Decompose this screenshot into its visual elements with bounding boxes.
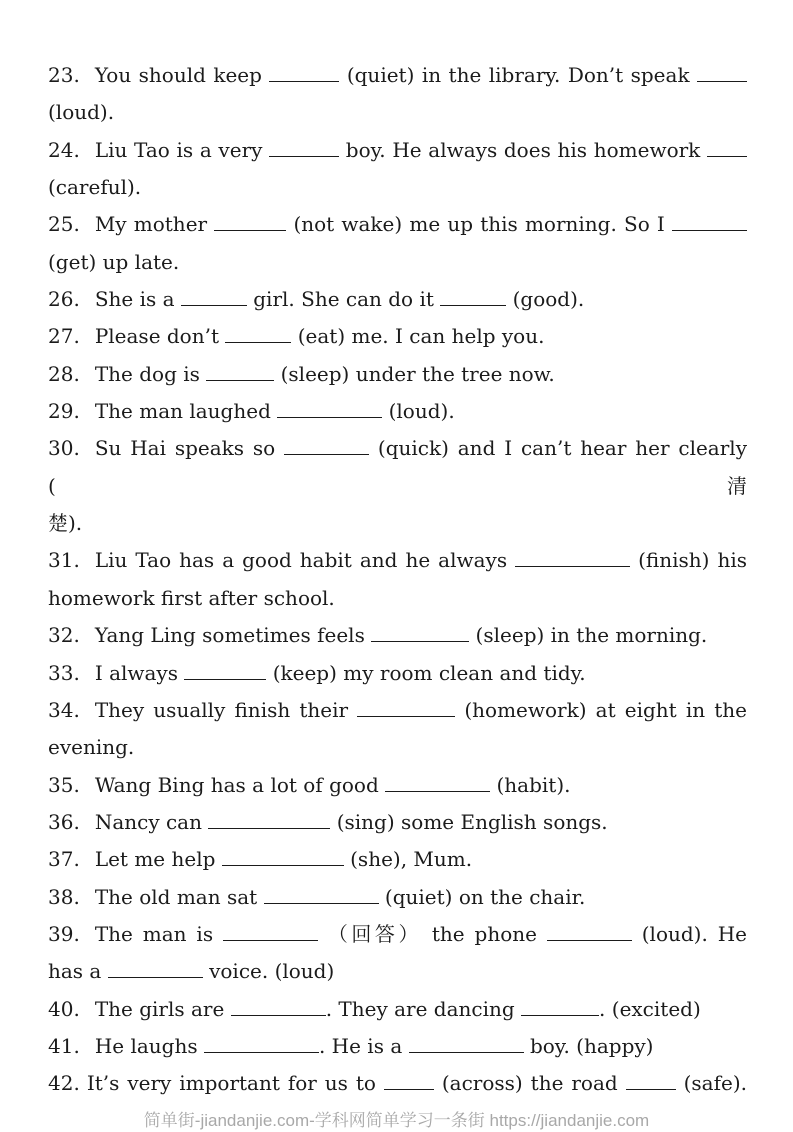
question-41: [48, 1028, 747, 1065]
answer-blank: [208, 808, 330, 829]
question-number: 40.: [48, 996, 80, 1021]
answer-blank: [284, 434, 369, 455]
question-27: [48, 318, 747, 355]
question-text: My mother: [94, 212, 215, 237]
question-text: She is a: [94, 287, 181, 312]
question-line: [48, 1028, 747, 1065]
question-text: . He is a: [318, 1033, 409, 1058]
question-28: [48, 356, 747, 393]
answer-blank: [672, 210, 747, 231]
question-line: [48, 542, 747, 579]
question-text: . They are dancing: [325, 996, 522, 1021]
answer-blank: [184, 659, 266, 680]
answer-blank: [204, 1032, 319, 1053]
question-line: [48, 617, 747, 654]
question-text: (sleep) in the morning.: [469, 623, 708, 648]
question-line: [48, 206, 747, 243]
question-40: [48, 991, 747, 1028]
answer-blank: [697, 61, 747, 82]
question-number: 28.: [48, 361, 80, 386]
question-text: (careful).: [48, 175, 142, 200]
question-text: Yang Ling sometimes feels: [94, 623, 372, 648]
question-number: 24.: [48, 137, 80, 162]
question-line: [48, 505, 747, 542]
question-line: [48, 356, 747, 393]
question-line: [48, 1065, 747, 1102]
question-31: [48, 542, 747, 617]
question-text: He laughs: [94, 1033, 204, 1058]
question-text: . (excited): [599, 996, 701, 1021]
question-text: Let me help: [94, 847, 222, 872]
question-line: [48, 767, 747, 804]
question-text: (safe).: [675, 1071, 747, 1096]
question-number: 41.: [48, 1033, 80, 1058]
question-text: (sing) some English songs.: [330, 809, 608, 834]
answer-blank: [626, 1069, 676, 1090]
question-number: 34.: [48, 697, 80, 722]
question-line: [48, 580, 747, 617]
answer-blank: [547, 920, 632, 941]
answer-blank: [384, 1069, 434, 1090]
question-text: Liu Tao is a very: [94, 137, 270, 162]
question-text: The man is: [94, 921, 223, 946]
footer-credit: 简单街-jiandanjie.com-学科网简单学习一条街 https://jiandanjie.com: [143, 1110, 650, 1130]
answer-blank: [371, 621, 469, 642]
answer-blank: [409, 1032, 524, 1053]
question-24: [48, 132, 747, 207]
question-number: 25.: [48, 212, 80, 237]
question-text: evening.: [48, 735, 135, 760]
question-39: [48, 916, 747, 991]
question-text: The old man sat: [94, 884, 264, 909]
question-25: [48, 206, 747, 281]
page-footer: [0, 1110, 793, 1132]
question-text: Wang Bing has a lot of good: [94, 772, 386, 797]
question-line: [48, 132, 747, 169]
question-text: (good).: [506, 287, 585, 312]
question-line: [48, 729, 747, 766]
question-number: 29.: [48, 399, 80, 424]
question-42: [48, 1065, 747, 1102]
question-text: (across) the road: [433, 1071, 626, 1096]
question-text: The man laughed: [94, 399, 278, 424]
question-number: 39.: [48, 921, 80, 946]
answer-blank: [223, 920, 318, 941]
question-text: (loud). He: [631, 921, 748, 946]
question-line: [48, 169, 747, 206]
question-23: [48, 57, 747, 132]
answer-blank: [181, 285, 247, 306]
answer-blank: [277, 397, 382, 418]
question-text: 楚).: [48, 511, 83, 536]
question-line: [48, 804, 747, 841]
question-34: [48, 692, 747, 767]
question-text: (homework) at eight in the: [455, 697, 747, 722]
question-line: [48, 393, 747, 430]
answer-blank: [521, 995, 599, 1016]
question-number: 23.: [48, 63, 80, 87]
question-number: 36.: [48, 809, 80, 834]
question-line: [48, 57, 747, 94]
answer-blank: [231, 995, 326, 1016]
question-text: boy. (happy): [523, 1033, 654, 1058]
question-number: 27.: [48, 324, 80, 349]
question-text: (loud).: [48, 100, 115, 125]
question-line: [48, 841, 747, 878]
question-number: 38.: [48, 884, 80, 909]
question-37: [48, 841, 747, 878]
question-number: 42.: [48, 1071, 80, 1096]
answer-blank: [206, 360, 274, 381]
question-text: (habit).: [490, 772, 571, 797]
answer-blank: [385, 771, 490, 792]
question-line: [48, 318, 747, 355]
question-38: [48, 879, 747, 916]
question-number: 32.: [48, 623, 80, 648]
question-line: [48, 879, 747, 916]
question-number: 31.: [48, 548, 80, 573]
question-number: 33.: [48, 660, 80, 685]
question-text: The girls are: [94, 996, 231, 1021]
answer-blank: [515, 546, 630, 567]
question-text: You should keep: [94, 63, 270, 87]
question-text: has a: [48, 959, 108, 984]
question-number: 35.: [48, 772, 80, 797]
question-text: voice. (loud): [202, 959, 335, 984]
question-text: They usually finish their: [94, 697, 358, 722]
question-number: 26.: [48, 287, 80, 312]
question-text: Liu Tao has a good habit and he always: [94, 548, 516, 573]
question-text: (keep) my room clean and tidy.: [266, 660, 586, 685]
question-32: [48, 617, 747, 654]
answer-blank: [269, 136, 339, 157]
question-line: [48, 94, 747, 131]
question-text: homework first after school.: [48, 585, 335, 610]
question-text: Nancy can: [94, 809, 209, 834]
question-number: 30.: [48, 436, 80, 461]
question-36: [48, 804, 747, 841]
question-line: [48, 916, 747, 953]
answer-blank: [707, 136, 747, 157]
question-text: Please don’t: [94, 324, 226, 349]
answer-blank: [222, 845, 344, 866]
question-line: [48, 655, 747, 692]
question-text: （回答） the phone: [317, 921, 547, 946]
question-line: [48, 692, 747, 729]
answer-blank: [214, 210, 286, 231]
question-text: boy. He always does his homework: [339, 137, 707, 162]
question-text: Su Hai speaks so: [94, 436, 285, 461]
question-text: (loud).: [382, 399, 455, 424]
answer-blank: [225, 322, 291, 343]
answer-blank: [357, 696, 455, 717]
question-text: (quick) and I can’t hear her clearly (清: [48, 436, 747, 498]
question-26: [48, 281, 747, 318]
question-text: girl. She can do it: [246, 287, 441, 312]
question-29: [48, 393, 747, 430]
question-text: (quiet) on the chair.: [378, 884, 586, 909]
question-text: I always: [94, 660, 185, 685]
question-35: [48, 767, 747, 804]
question-number: 37.: [48, 847, 80, 872]
question-line: [48, 953, 747, 990]
question-text: (eat) me. I can help you.: [291, 324, 545, 349]
question-text: It’s very important for us to: [86, 1071, 384, 1096]
answer-blank: [108, 957, 203, 978]
question-text: The dog is: [94, 361, 207, 386]
answer-blank: [269, 61, 339, 82]
question-30: [48, 430, 747, 542]
question-33: [48, 655, 747, 692]
question-text: (finish) his: [630, 548, 748, 573]
question-text: (quiet) in the library. Don’t speak: [339, 63, 697, 87]
answer-blank: [264, 883, 379, 904]
question-text: (sleep) under the tree now.: [274, 361, 555, 386]
answer-blank: [440, 285, 506, 306]
question-text: (get) up late.: [48, 249, 180, 274]
question-text: (she), Mum.: [343, 847, 473, 872]
question-line: [48, 244, 747, 281]
question-text: (not wake) me up this morning. So I: [286, 212, 672, 237]
question-line: [48, 991, 747, 1028]
question-line: [48, 281, 747, 318]
question-line: [48, 430, 747, 505]
